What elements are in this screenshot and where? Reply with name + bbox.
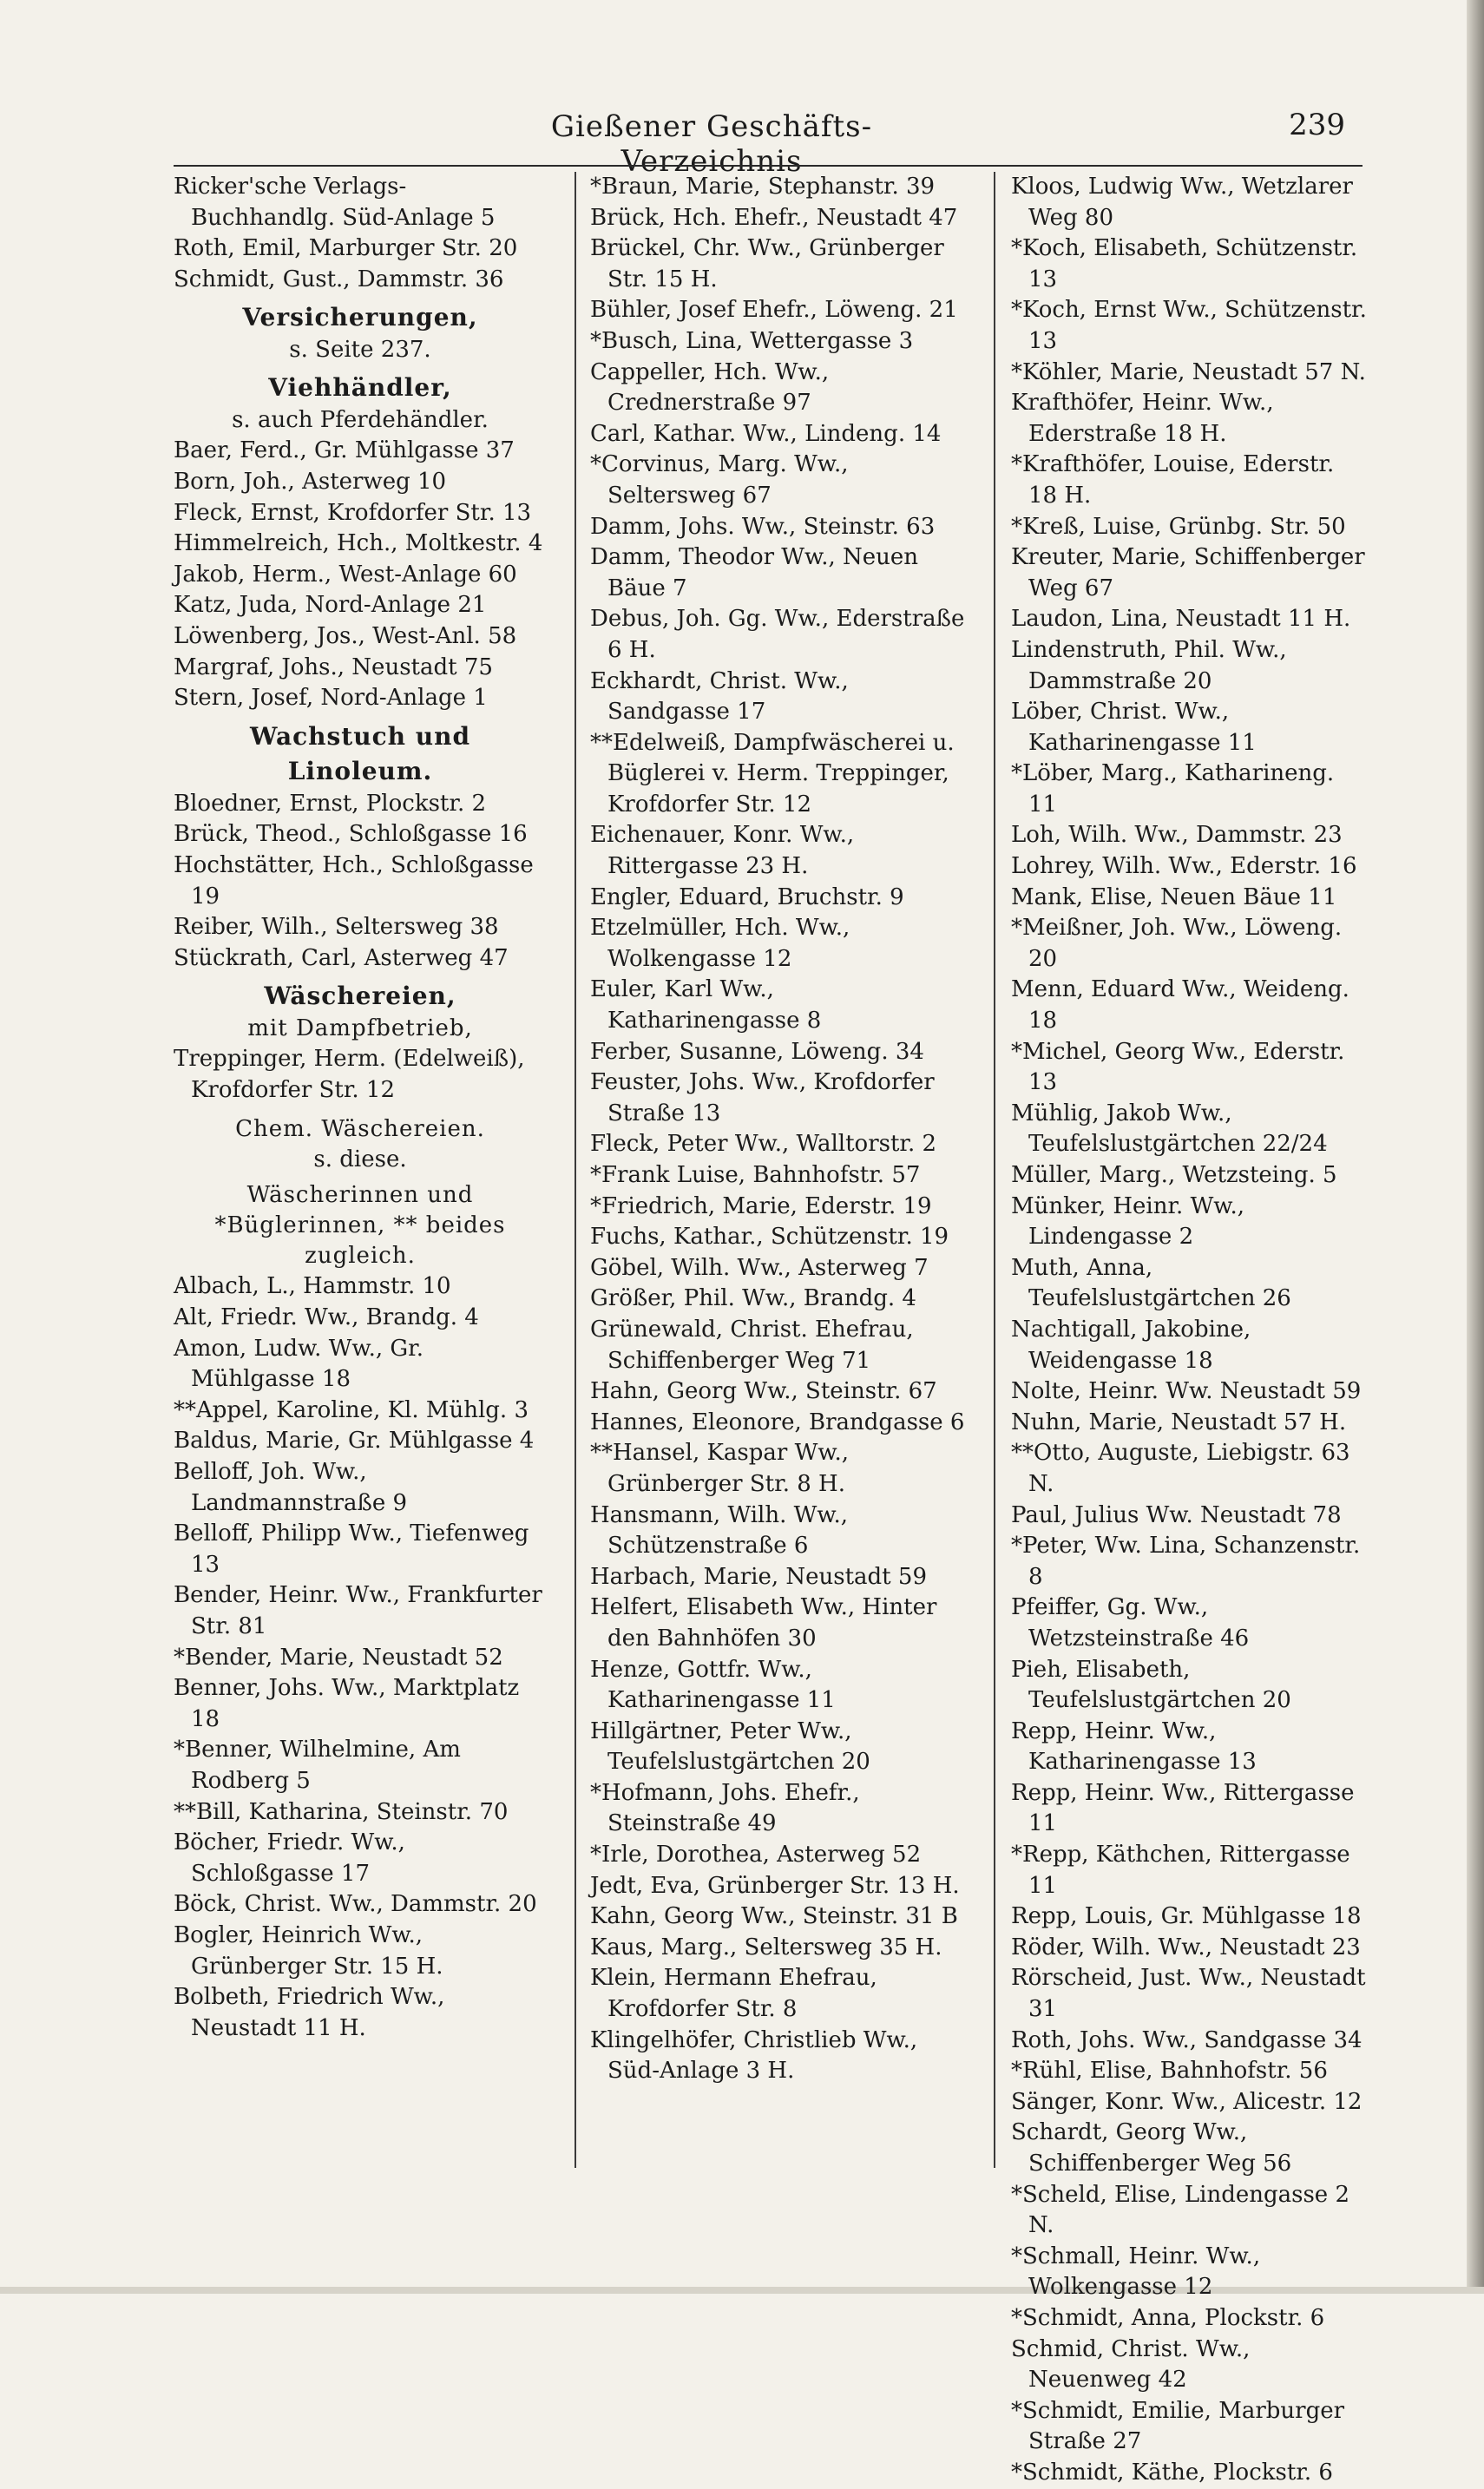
section-heading-waescherinnen-line2: *Büglerinnen, ** beides [214,1212,506,1239]
list-item: Born, Joh., Asterweg 10 [174,468,447,495]
list-item: Loh, Wilh. Ww., Dammstr. 23 [1011,822,1343,849]
list-item: Repp, Heinr. Ww., Rittergasse 11 [1011,1779,1355,1837]
list-item: **Appel, Karoline, Kl. Mühlg. 3 [174,1396,529,1423]
list-item: Reiber, Wilh., Seltersweg 38 [174,914,499,941]
list-item: Bühler, Josef Ehefr., Löweng. 21 [590,297,958,324]
list-item: Albach, L., Hammstr. 10 [174,1273,451,1300]
list-item: Paul, Julius Ww. Neustadt 78 [1011,1501,1342,1528]
section-reference: s. diese. [313,1146,407,1173]
section-reference: s. auch Pferdehändler. [232,407,489,434]
list-item: Debus, Joh. Gg. Ww., Ederstraße 6 H. [590,606,965,663]
list-item: *Kreß, Luise, Grünbg. Str. 50 [1011,513,1346,540]
list-item: *Krafthöfer, Louise, Ederstr. 18 H. [1011,451,1335,509]
list-item: Eichenauer, Konr. Ww., Rittergasse 23 H. [590,822,855,880]
list-item: Böcher, Friedr. Ww., Schloßgasse 17 [174,1829,405,1887]
list-item: Löwenberg, Jos., West-Anl. 58 [174,622,517,649]
list-item: *Hofmann, Johs. Ehefr., Steinstraße 49 [590,1779,860,1837]
list-item: Amon, Ludw. Ww., Gr. Mühlgasse 18 [174,1335,424,1393]
list-item: Muth, Anna, Teufelslustgärtchen 26 [1011,1254,1291,1312]
header-rule [174,165,1363,167]
list-item: Feuster, Johs. Ww., Krofdorfer Straße 13 [590,1069,935,1126]
list-item: Benner, Johs. Ww., Marktplatz 18 [174,1675,520,1732]
list-item: Himmelreich, Hch., Moltkestr. 4 [174,530,543,557]
list-item: *Michel, Georg Ww., Ederstr. 13 [1011,1038,1345,1096]
list-item: Stückrath, Carl, Asterweg 47 [174,944,509,971]
list-item: *Braun, Marie, Stephanstr. 39 [590,174,936,200]
list-item: Eckhardt, Christ. Ww., Sandgasse 17 [590,667,849,726]
list-item: Schmid, Christ. Ww., Neuenweg 42 [1011,2335,1251,2394]
list-item: Damm, Theodor Ww., Neuen Bäue 7 [590,544,919,601]
list-item: *Meißner, Joh. Ww., Löweng. 20 [1011,915,1343,972]
list-item: *Peter, Ww. Lina, Schanzenstr. 8 [1011,1533,1361,1590]
page-header [174,102,1345,179]
list-item: Bloedner, Ernst, Plockstr. 2 [174,790,487,817]
scan-edge [1467,0,1484,2294]
list-item: *Schmall, Heinr. Ww., Wolkengasse 12 [1011,2243,1261,2301]
list-item: Schmidt, Gust., Dammstr. 36 [174,266,504,292]
list-item: Roth, Johs. Ww., Sandgasse 34 [1011,2026,1363,2053]
list-item: Henze, Gottfr. Ww., Katharinengasse 11 [590,1656,836,1714]
list-item: Münker, Heinr. Ww., Lindengasse 2 [1011,1192,1245,1251]
list-item: Mank, Elise, Neuen Bäue 11 [1011,883,1337,910]
list-item: Euler, Karl Ww., Katharinengasse 8 [590,976,822,1034]
column-3 [1011,172,1367,2486]
list-item: Göbel, Wilh. Ww., Asterweg 7 [590,1254,929,1281]
list-item: Helfert, Elisabeth Ww., Hinter den Bahnhöfen 30 [590,1594,937,1652]
list-item: Lindenstruth, Phil. Ww., Dammstraße 20 [1011,636,1287,694]
list-item: Brück, Hch. Ehefr., Neustadt 47 [590,204,958,231]
list-item: Damm, Johs. Ww., Steinstr. 63 [590,513,936,540]
list-item: Baldus, Marie, Gr. Mühlgasse 4 [174,1428,535,1455]
list-item: Hillgärtner, Peter Ww., Teufelslustgärtchen 20 [590,1717,870,1776]
list-item: Carl, Kathar. Ww., Lindeng. 14 [590,420,942,447]
section-heading-waescherinnen: Wäscherinnen und [246,1182,474,1209]
list-item: Größer, Phil. Ww., Brandg. 4 [590,1285,916,1312]
column-2 [590,172,968,2168]
list-item: Kreuter, Marie, Schiffenberger Weg 67 [1011,544,1365,601]
page-title: Gießener Geschäfts-Verzeichnis [550,109,873,179]
list-item: Ferber, Susanne, Löweng. 34 [590,1038,924,1065]
list-item: Belloff, Philipp Ww., Tiefenweg 13 [174,1520,529,1578]
list-item: Sänger, Konr. Ww., Alicestr. 12 [1011,2088,1363,2115]
list-item: Nuhn, Marie, Neustadt 57 H. [1011,1409,1347,1435]
list-item: Röder, Wilh. Ww., Neustadt 23 [1011,1934,1361,1960]
list-item: *Schmidt, Anna, Plockstr. 6 [1011,2304,1325,2331]
list-item: *Rühl, Elise, Bahnhofstr. 56 [1011,2058,1328,2085]
list-item: Hannes, Eleonore, Brandgasse 6 [590,1409,965,1435]
list-item: Jedt, Eva, Grünberger Str. 13 H. [590,1872,960,1899]
section-reference: s. Seite 237. [289,337,431,364]
list-item: Ricker'sche Verlags-Buchhandlg. Süd-Anlage 5 [174,174,496,231]
list-item: Hansmann, Wilh. Ww., Schützenstraße 6 [590,1501,849,1560]
list-item: *Koch, Ernst Ww., Schützenstr. 13 [1011,297,1367,354]
list-item: *Benner, Wilhelmine, Am Rodberg 5 [174,1737,461,1794]
list-item: Treppinger, Herm. (Edelweiß), Krofdorfer Str. 12 [174,1046,525,1103]
list-item: Jakob, Herm., West-Anlage 60 [174,561,517,588]
section-heading-versicherungen: Versicherungen, [242,303,478,332]
section-heading-waeschereien: Wäschereien, [264,982,456,1011]
list-item: **Bill, Katharina, Steinstr. 70 [174,1798,509,1825]
page-number: 239 [1289,108,1345,142]
list-item: Mühlig, Jakob Ww., Teufelslustgärtchen 22/24 [1011,1100,1328,1158]
list-item: Bolbeth, Friedrich Ww., Neustadt 11 H. [174,1984,445,2041]
list-item: **Hansel, Kaspar Ww., Grünberger Str. 8 H. [590,1440,850,1497]
list-item: **Edelweiß, Dampfwäscherei u. Büglerei v. Herm. Treppinger, Krofdorfer Str. 12 [590,729,955,818]
section-heading-wachstuch: Wachstuch und Linoleum. [249,721,471,785]
list-item: **Otto, Auguste, Liebigstr. 63 N. [1011,1440,1350,1497]
list-item: *Koch, Elisabeth, Schützenstr. 13 [1011,235,1358,292]
list-item: Kloos, Ludwig Ww., Wetzlarer Weg 80 [1011,174,1353,231]
column-divider [994,172,995,2168]
list-item: *Schmidt, Käthe, Plockstr. 6 [1011,2459,1333,2486]
list-item: Nachtigall, Jakobine, Weidengasse 18 [1011,1316,1251,1374]
list-item: Brück, Theod., Schloßgasse 16 [174,821,528,848]
list-item: *Bender, Marie, Neustadt 52 [174,1644,503,1671]
column-divider [575,172,576,2168]
list-item: *Köhler, Marie, Neustadt 57 N. [1011,358,1366,385]
list-item: Brückel, Chr. Ww., Grünberger Str. 15 H. [590,235,944,292]
list-item: Laudon, Lina, Neustadt 11 H. [1011,606,1351,633]
list-item: Klein, Hermann Ehefrau, Krofdorfer Str. 8 [590,1965,877,2023]
list-item: Pieh, Elisabeth, Teufelslustgärtchen 20 [1011,1656,1291,1714]
column-1 [174,172,547,2168]
list-item: Roth, Emil, Marburger Str. 20 [174,235,518,262]
list-item: Margraf, Johs., Neustadt 75 [174,653,493,680]
list-item: *Frank Luise, Bahnhofstr. 57 [590,1162,921,1188]
section-subheading: mit Dampfbetrieb, [247,1015,473,1042]
list-item: Belloff, Joh. Ww., Landmannstraße 9 [174,1459,408,1516]
list-item: Rörscheid, Just. Ww., Neustadt 31 [1011,1965,1366,2023]
section-heading-viehhaendler: Viehhändler, [268,373,452,403]
list-item: Böck, Christ. Ww., Dammstr. 20 [174,1891,537,1918]
list-item: Fleck, Peter Ww., Walltorstr. 2 [590,1131,937,1158]
list-item: Engler, Eduard, Bruchstr. 9 [590,883,904,910]
list-item: Hahn, Georg Ww., Steinstr. 67 [590,1378,937,1405]
list-item: *Repp, Käthchen, Rittergasse 11 [1011,1842,1350,1899]
list-item: Baer, Ferd., Gr. Mühlgasse 37 [174,437,515,464]
list-item: Harbach, Marie, Neustadt 59 [590,1563,927,1590]
list-item: Cappeller, Hch. Ww., Crednerstraße 97 [590,358,830,417]
list-item: *Scheld, Elise, Lindengasse 2 N. [1011,2181,1349,2239]
list-item: Müller, Marg., Wetzsteing. 5 [1011,1162,1337,1188]
list-item: Pfeiffer, Gg. Ww., Wetzsteinstraße 46 [1011,1594,1250,1652]
list-item: Schardt, Georg Ww., Schiffenberger Weg 56 [1011,2119,1292,2177]
list-item: *Friedrich, Marie, Ederstr. 19 [590,1192,932,1219]
list-item: Kaus, Marg., Seltersweg 35 H. [590,1934,942,1960]
list-item: Repp, Heinr. Ww., Katharinengasse 13 [1011,1717,1257,1776]
list-item: Bender, Heinr. Ww., Frankfurter Str. 81 [174,1582,542,1639]
list-item: Grünewald, Christ. Ehefrau, Schiffenberger Weg 71 [590,1316,914,1374]
list-item: *Corvinus, Marg. Ww., Seltersweg 67 [590,451,849,509]
list-item: Bogler, Heinrich Ww., Grünberger Str. 15 H. [174,1921,443,1980]
list-item: Etzelmüller, Hch. Ww., Wolkengasse 12 [590,915,850,972]
list-item: Alt, Friedr. Ww., Brandg. 4 [174,1304,479,1331]
section-heading-waescherinnen-line3: zugleich. [305,1243,416,1270]
list-item: *Busch, Lina, Wettergasse 3 [590,327,914,354]
list-item: Repp, Louis, Gr. Mühlgasse 18 [1011,1903,1362,1930]
list-item: *Schmidt, Emilie, Marburger Straße 27 [1011,2397,1345,2455]
section-heading-chem-waeschereien: Chem. Wäschereien. [235,1116,485,1143]
list-item: Fleck, Ernst, Krofdorfer Str. 13 [174,499,532,526]
list-item: Nolte, Heinr. Ww. Neustadt 59 [1011,1378,1362,1405]
list-item: Menn, Eduard Ww., Weideng. 18 [1011,976,1349,1034]
list-item: Katz, Juda, Nord-Anlage 21 [174,592,487,619]
list-item: Krafthöfer, Heinr. Ww., Ederstraße 18 H. [1011,390,1274,447]
list-item: Fuchs, Kathar., Schützenstr. 19 [590,1224,949,1251]
list-item: Löber, Christ. Ww., Katharinengasse 11 [1011,699,1257,756]
list-item: Klingelhöfer, Christlieb Ww., Süd-Anlage 3 H. [590,2026,918,2085]
list-item: Hochstätter, Hch., Schloßgasse 19 [174,851,534,910]
list-item: *Löber, Marg., Katharineng. 11 [1011,760,1335,818]
list-item: Kahn, Georg Ww., Steinstr. 31 B [590,1903,958,1930]
list-item: *Irle, Dorothea, Asterweg 52 [590,1842,922,1868]
directory-columns [174,172,1367,2486]
list-item: Stern, Josef, Nord-Anlage 1 [174,685,488,712]
list-item: Lohrey, Wilh. Ww., Ederstr. 16 [1011,853,1357,880]
